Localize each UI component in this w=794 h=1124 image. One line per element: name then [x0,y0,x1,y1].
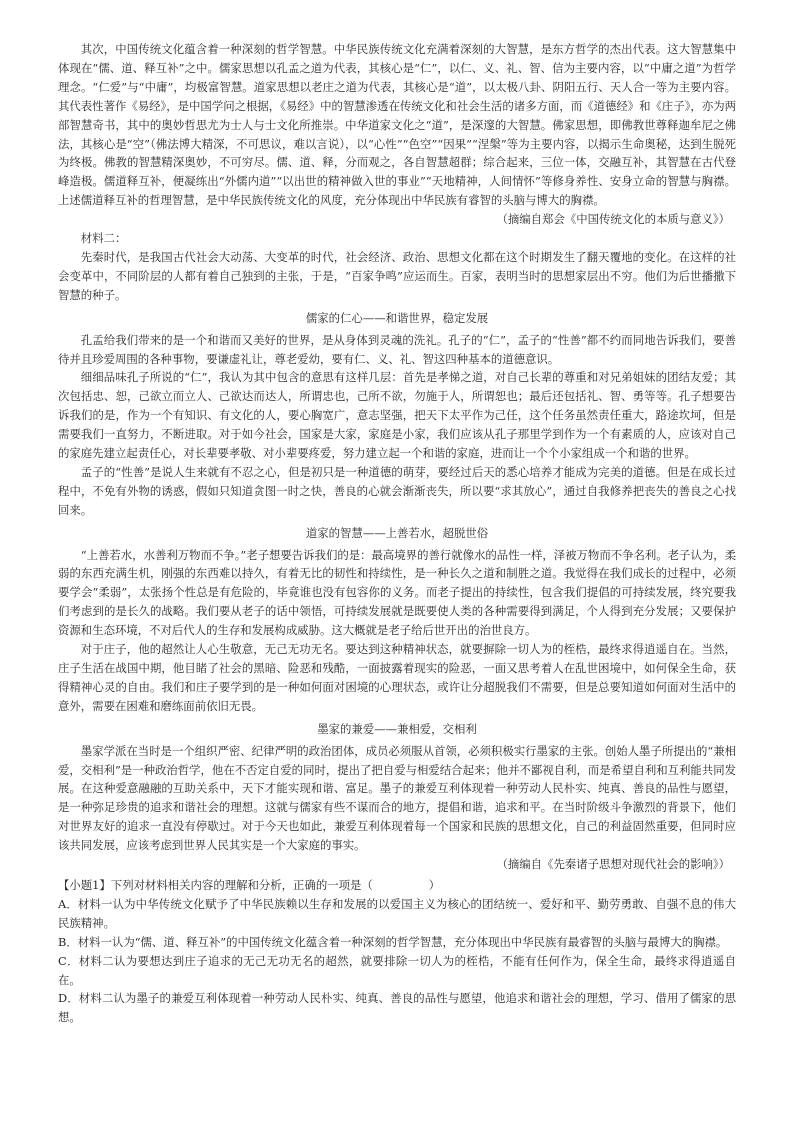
question-block [58,876,736,1027]
section-heading-taoist: 道家的智慧——上善若水，超脱世俗 [305,525,489,540]
question-title [58,876,736,895]
section-heading-confucian: 儒家的仁心——和谐世界，稳定发展 [305,310,489,325]
confucian-paragraph: 孔孟给我们带来的是一个和谐而又美好的世界，是从身体到灵魂的洗礼。孔子的“仁”，孟子的“性善”都不约而同地告诉我们，要善待并且珍爱周围的各种事物，要谦虚礼让，尊老爱幼，要有仁、义、礼、智这四种基本的道德意识。 [58,332,736,366]
option-c: C．材料二认为要想达到庄子追求的无己无功无名的超然，就要排除一切人为的桎梏，不能有任何作为，保全生命，最终求得逍遥自在。 [58,953,736,987]
confucian-paragraph: 孟子的“性善”是说人生来就有不忍之心，但是初只是一种道德的萌芽，要经过后天的悉心培养才能成为完美的道德。但是在成长过程中，不免有外物的诱惑，假如只知道贪图一时之快，善良的心就会渐渐丧失，所以要“求其放心”，通过自我修养把丧失的善良之心找回来。 [58,464,736,517]
material1-paragraph: 其次，中国传统文化蕴含着一种深刻的哲学智慧。中华民族传统文化充满着深刻的大智慧，是东方哲学的杰出代表。这大智慧集中体现在“儒、道、释互补”之中。儒家思想以孔孟之道为代表，其核心是“仁”，以仁、义、礼、智、信为主要内容，以“中庸之道”为哲学理念。“仁爱”与“中庸”，均极富智慧。道家思想以老庄之道为代表，其核心是“道”，以太极八卦、阴阳五行、天人合一等为主要内容。其代表性著作《易经》，是中国学问之根据，《易经》中的智慧渗透在传统文化和社会生活的诸多方面，而《道德经》和《庄子》，亦为两部智慧奇书，其中的奥妙哲思尤为士人与士文化所推崇。中华道家文化之“道”，是深邃的大智慧。佛家思想，即佛教世尊释迦牟尼之佛法，其核心是“空”（佛法博大精深，不可思议，难以言说），以“心性”“色空”“因果”“涅槃”等为主要内容，以揭示生命奥秘，达到生脱死为终极。佛教的智慧精深奥妙，不可穷尽。儒、道、释，分而观之，各自智慧超群；综合起来，三位一体，交融互补，其智慧在古代登峰造极。儒道释互补，便凝练出“外儒内道”“以出世的精神做入世的事业”“天地精神，人间情怀”等修身养性、安身立命的智慧与胸襟。上述儒道释互补的哲理智慧，是中华民族传统文化的风度，充分体现出中华民族有睿智的头脑与博大的胸襟。 [58,42,736,208]
confucian-paragraph: 细细品味孔子所说的“仁”，我认为其中包含的意思有这样几层：首先是孝悌之道，对自己长辈的尊重和对兄弟姐妹的团结友爱；其次包括忠、恕，己欲立而立人、己欲达而达人，所谓忠也，己所不欲，勿施于人，所谓恕也；最后还包括礼、智、勇等等。孔子想要告诉我们的是，作为一个有知识、有文化的人，要心胸宽广，意志坚强，把天下太平作为己任，这个任务虽然责任重大，路途坎坷，但是需要我们一直努力，不断进取。对于如今社会，国家是大家，家庭是小家，我们应该从孔子那里学到作为一个有素质的人，应该对自己的家庭先建立起责任心，对长辈要孝敬、对小辈要疼爱，努力建立起一个和谐的家庭，进而让一个个小家组成一个和谐的世界。 [58,370,736,461]
material1-source: （摘编自郑会《中国传统文化的本质与意义》） [496,212,730,227]
material2-source: （摘编自《先秦诸子思想对现代社会的影响》） [496,857,730,872]
option-a: A．材料一认为中华传统文化赋予了中华民族赖以生存和发展的以爱国主义为核心的团结统一、爱好和平、勤劳勇敢、自强不息的伟大民族精神。 [58,896,736,930]
material2-intro: 先秦时代，是我国古代社会大动荡、大变革的时代，社会经济、政治、思想文化都在这个时期发生了翻天覆地的变化。在这样的社会变革中，不同阶层的人都有着自己独到的主张，于是，“百家争鸣”应运而生。百家，表明当时的思想家层出不穷。他们为后世播撒下智慧的种子。 [58,249,736,302]
taoist-paragraph: “上善若水，水善利万物而不争。”老子想要告诉我们的是：最高境界的善行就像水的品性一样，泽被万物而不争名利。老子认为，柔弱的东西充满生机，刚强的东西难以持久，有着无比的韧性和持续性，是一种长久之道和制胜之道。我觉得在我们成长的过程中，必须要学会“柔弱”，太张扬个性总是有危险的，毕竟谁也没有包容你的义务。而老子提出的持续性，包含我们提倡的可持续发展，终究要我们考虑到的是长久的战略。我们要从老子的话中领悟，可持续发展就是既要使人类的各种需要得到满足，个人得到充分发展；又要保护资源和生态环境，不对后代人的生存和发展构成威胁。这大概就是老子给后世开出的治世良方。 [58,547,737,638]
question-stem-close: ） [428,877,441,892]
material2-label: 材料二： [80,231,127,246]
question-stem: 【小题1】下列对材料相关内容的理解和分析，正确的一项是（ [58,877,373,892]
option-b: B．材料一认为“儒、道、释互补”的中国传统文化蕴含着一种深刻的哲学智慧，充分体现出中华民族有最睿智的头脑与最博大的胸襟。 [58,934,728,949]
taoist-paragraph: 对于庄子，他的超然让人心生敬意，无己无功无名。要达到这种精神状态，就要摒除一切人为的桎梏，最终求得逍遥自在。当然，庄子生活在战国中期，他目睹了社会的黑暗、险恶和残酷，一面披露着现实的险恶，一面又思考着人在乱世困境中，如何保全生命，获得精神心灵的自由。我们和庄子要学到的是一种如何面对困境的心理状态，或许让分超脱我们不需要，但是总要知道如何面对生活中的意外，需要在困难和磨练面前依旧无畏。 [58,642,736,713]
mohist-paragraph: 墨家学派在当时是一个组织严密、纪律严明的政治团体，成员必须服从首领，必须积极实行墨家的主张。创始人墨子所提出的“兼相爱，交相利”是一种政治哲学，他在不否定自爱的同时，提出了把自爱与相爱结合起来；他并不鄙视自利，而是希望自利和互利能共同发展。在这种爱意融融的互助关系中，天下才能实现和谐、富足。墨子的兼爱互利体现着一种劳动人民朴实、纯真、善良的品性与愿望，是一种弥足珍贵的追求和谐社会的理想。这就与儒家有些不谋而合的地方，提倡和谐，追求和平。在当时阶级斗争激烈的背景下，他们对世界友好的追求一直没有停歇过。对于今天也如此，兼爱互利体现着每一个国家和民族的思想文化，自己的利益固然重要，但同时应该共同发展，应该考虑到世界人民其实是一个大家庭的事实。 [58,743,736,853]
option-d: D．材料二认为墨子的兼爱互利体现着一种劳动人民朴实、纯真、善良的品性与愿望，他追求和谐社会的理想，学习、借用了儒家的思想。 [58,991,736,1025]
section-heading-mohist: 墨家的兼爱——兼相爱，交相利 [317,721,477,736]
